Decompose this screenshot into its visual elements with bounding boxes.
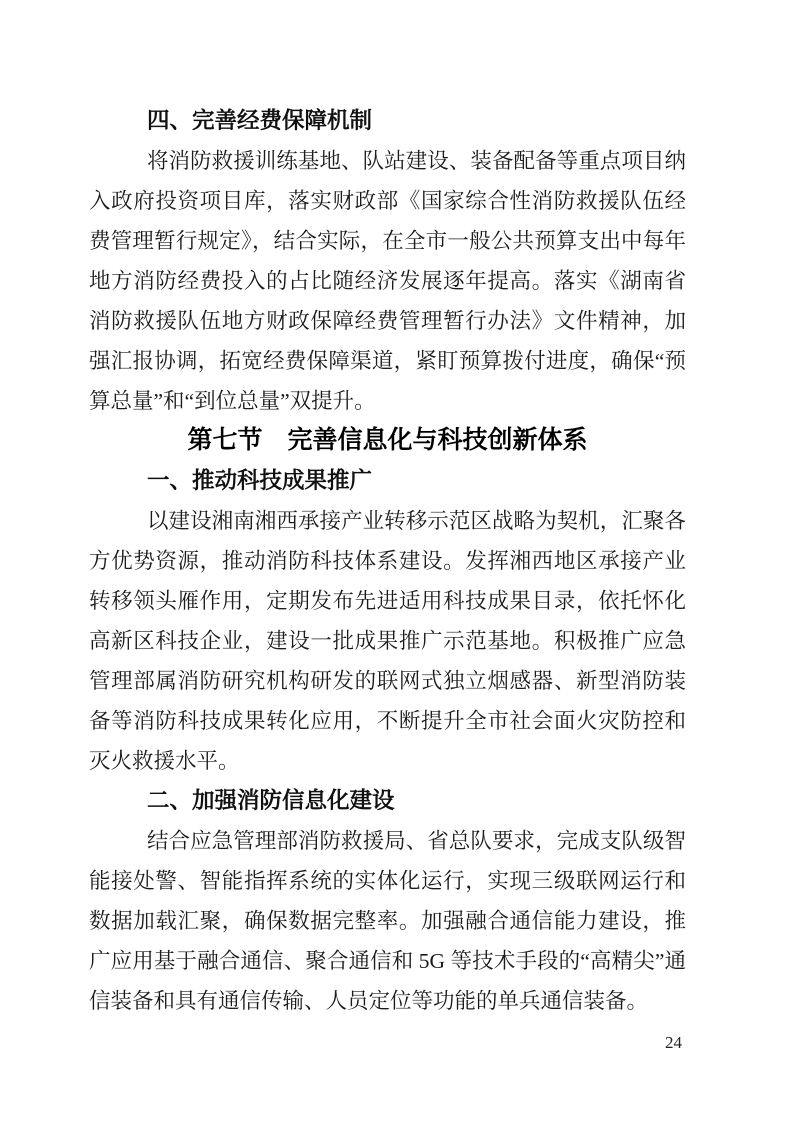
heading-fire-informatization: 二、加强消防信息化建设 (147, 788, 395, 813)
paragraph-tech-promotion: 以建设湘南湘西承接产业转移示范区战略为契机，汇聚各方优势资源，推动消防科技体系建设。发挥湘西地区承接产业转移领头雁作用，定期发布先进适用科技成果目录，依托怀化高新区科技企业，建设一批成果推广示范基地。积极推广应急管理部属消防研究机构研发的联网式独立烟感器、新型消防装备等消防科技成果转化应用，不断提升全市社会面火灾防控和灭火救援水平。 (89, 509, 686, 773)
section-heading-informatization-innovation: 第七节 完善信息化与科技创新体系 (187, 427, 588, 454)
paragraph-funding: 将消防救援训练基地、队站建设、装备配备等重点项目纳入政府投资项目库，落实财政部《国家综合性消防救援队伍经费管理暂行规定》，结合实际，在全市一般公共预算支出中每年地方消防经费投入的占比随经济发展逐年提高。落实《湖南省消防救援队伍地方财政保障经费管理暂行办法》文件精神，加强汇报协调，拓宽经费保障渠道，紧盯预算拨付进度，确保“预算总量”和“到位总量”双提升。 (89, 149, 686, 413)
heading-funding-mechanism: 四、完善经费保障机制 (147, 108, 373, 133)
heading-tech-achievement-promotion: 一、推动科技成果推广 (147, 468, 373, 493)
paragraph-informatization: 结合应急管理部消防救援局、省总队要求，完成支队级智能接处警、智能指挥系统的实体化运行，实现三级联网运行和数据加载汇聚，确保数据完整率。加强融合通信能力建设，推广应用基于融合通信、聚合通信和 5G 等技术手段的“高精尖”通信装备和具有通信传输、人员定位等功能的单兵通信装备。 (89, 829, 686, 1013)
page-content (89, 101, 686, 1021)
page-number: 24 (665, 1033, 682, 1052)
